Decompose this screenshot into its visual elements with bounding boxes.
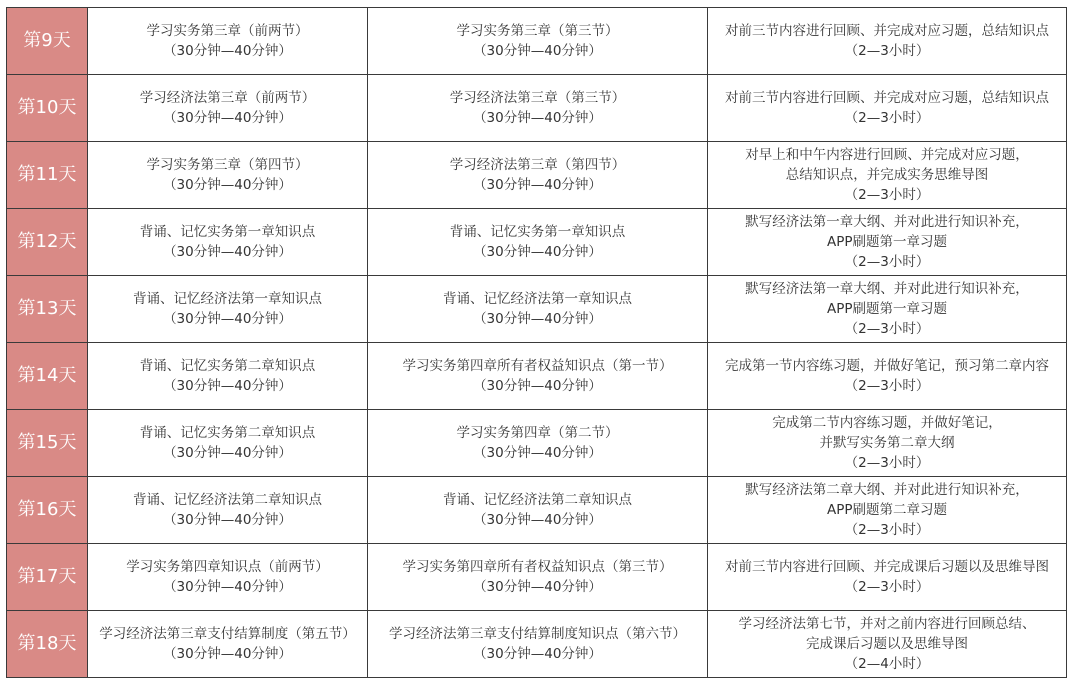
evening-task-cell xyxy=(708,209,1067,276)
table-row xyxy=(7,477,1067,544)
evening-task-cell xyxy=(708,477,1067,544)
task-line: （2—3小时） xyxy=(844,579,930,595)
task-duration: （30分钟—40分钟） xyxy=(163,646,292,662)
day-cell: 第17天 xyxy=(7,544,88,611)
evening-task-cell xyxy=(708,75,1067,142)
task-duration: （30分钟—40分钟） xyxy=(163,311,292,327)
task-line: 对早上和中午内容进行回顾、并完成对应习题， xyxy=(745,147,1029,163)
noon-task-cell xyxy=(368,142,708,209)
morning-task-cell xyxy=(88,276,368,343)
task-line: 背诵、记忆经济法第一章知识点 xyxy=(133,291,322,307)
task-line: 学习实务第四章所有者权益知识点（第三节） xyxy=(402,559,673,575)
table-row xyxy=(7,142,1067,209)
task-line: 背诵、记忆实务第一章知识点 xyxy=(139,224,316,240)
table-row xyxy=(7,544,1067,611)
task-duration: （30分钟—40分钟） xyxy=(163,445,292,461)
day-cell: 第14天 xyxy=(7,343,88,410)
task-duration: （30分钟—40分钟） xyxy=(163,177,292,193)
task-line: APP刷题第二章习题 xyxy=(826,502,948,518)
evening-task-cell xyxy=(708,611,1067,678)
day-cell: 第10天 xyxy=(7,75,88,142)
task-duration: （30分钟—40分钟） xyxy=(163,110,292,126)
task-line: （2—3小时） xyxy=(844,321,930,337)
day-cell: 第11天 xyxy=(7,142,88,209)
table-row xyxy=(7,410,1067,477)
day-cell: 第13天 xyxy=(7,276,88,343)
task-line: 对前三节内容进行回顾、并完成对应习题，总结知识点 xyxy=(725,90,1049,106)
task-line: （2—4小时） xyxy=(844,656,930,672)
noon-task-cell xyxy=(368,544,708,611)
morning-task-cell xyxy=(88,8,368,75)
task-duration: （30分钟—40分钟） xyxy=(163,43,292,59)
task-line: 学习经济法第三章（第三节） xyxy=(449,90,626,106)
task-line: 背诵、记忆经济法第一章知识点 xyxy=(443,291,632,307)
task-line: 总结知识点，并完成实务思维导图 xyxy=(785,167,989,183)
day-cell: 第12天 xyxy=(7,209,88,276)
task-line: 学习经济法第三章支付结算制度知识点（第六节） xyxy=(389,626,686,642)
task-line: 学习实务第三章（第三节） xyxy=(456,23,619,39)
task-line: 默写经济法第二章大纲、并对此进行知识补充， xyxy=(745,482,1029,498)
task-line: （2—3小时） xyxy=(844,43,930,59)
task-line: 背诵、记忆经济法第二章知识点 xyxy=(133,492,322,508)
task-line: （2—3小时） xyxy=(844,187,930,203)
noon-task-cell xyxy=(368,75,708,142)
day-cell: 第18天 xyxy=(7,611,88,678)
task-line: （2—3小时） xyxy=(844,254,930,270)
task-line: 默写经济法第一章大纲、并对此进行知识补充， xyxy=(745,281,1029,297)
evening-task-cell xyxy=(708,142,1067,209)
task-line: APP刷题第一章习题 xyxy=(826,234,948,250)
task-duration: （30分钟—40分钟） xyxy=(473,646,602,662)
task-line: 背诵、记忆实务第二章知识点 xyxy=(139,425,316,441)
morning-task-cell xyxy=(88,477,368,544)
task-duration: （30分钟—40分钟） xyxy=(163,579,292,595)
task-duration: （30分钟—40分钟） xyxy=(473,579,602,595)
task-line: 学习实务第四章知识点（前两节） xyxy=(126,559,329,575)
day-cell: 第9天 xyxy=(7,8,88,75)
task-line: （2—3小时） xyxy=(844,378,930,394)
task-line: 对前三节内容进行回顾、并完成对应习题，总结知识点 xyxy=(725,23,1049,39)
task-duration: （30分钟—40分钟） xyxy=(163,244,292,260)
noon-task-cell xyxy=(368,209,708,276)
noon-task-cell xyxy=(368,611,708,678)
task-line: （2—3小时） xyxy=(844,110,930,126)
task-duration: （30分钟—40分钟） xyxy=(473,445,602,461)
task-line: 学习经济法第三章支付结算制度（第五节） xyxy=(99,626,356,642)
task-line: APP刷题第一章习题 xyxy=(826,301,948,317)
task-line: 学习经济法第七节，并对之前内容进行回顾总结、 xyxy=(738,616,1036,632)
task-line: 背诵、记忆实务第一章知识点 xyxy=(449,224,626,240)
noon-task-cell xyxy=(368,343,708,410)
task-duration: （30分钟—40分钟） xyxy=(473,244,602,260)
task-line: 学习经济法第三章（前两节） xyxy=(139,90,316,106)
task-duration: （30分钟—40分钟） xyxy=(473,110,602,126)
evening-task-cell xyxy=(708,410,1067,477)
task-line: 对前三节内容进行回顾、并完成课后习题以及思维导图 xyxy=(725,559,1049,575)
morning-task-cell xyxy=(88,209,368,276)
task-line: 学习经济法第三章（第四节） xyxy=(449,157,626,173)
table-row xyxy=(7,209,1067,276)
evening-task-cell xyxy=(708,544,1067,611)
task-line: 完成第二节内容练习题，并做好笔记， xyxy=(772,415,1002,431)
task-duration: （30分钟—40分钟） xyxy=(473,378,602,394)
noon-task-cell xyxy=(368,410,708,477)
task-line: 背诵、记忆经济法第二章知识点 xyxy=(443,492,632,508)
morning-task-cell xyxy=(88,142,368,209)
study-schedule-table xyxy=(6,7,1067,678)
task-line: 学习实务第三章（前两节） xyxy=(146,23,309,39)
task-duration: （30分钟—40分钟） xyxy=(473,43,602,59)
morning-task-cell xyxy=(88,343,368,410)
table-row xyxy=(7,75,1067,142)
task-line: 学习实务第三章（第四节） xyxy=(146,157,309,173)
task-line: 完成课后习题以及思维导图 xyxy=(806,636,968,652)
task-duration: （30分钟—40分钟） xyxy=(163,512,292,528)
table-row xyxy=(7,8,1067,75)
day-cell: 第15天 xyxy=(7,410,88,477)
noon-task-cell xyxy=(368,8,708,75)
day-cell: 第16天 xyxy=(7,477,88,544)
morning-task-cell xyxy=(88,544,368,611)
task-duration: （30分钟—40分钟） xyxy=(473,512,602,528)
morning-task-cell xyxy=(88,75,368,142)
task-line: 学习实务第四章所有者权益知识点（第一节） xyxy=(402,358,673,374)
morning-task-cell xyxy=(88,611,368,678)
task-line: （2—3小时） xyxy=(844,522,930,538)
evening-task-cell xyxy=(708,343,1067,410)
morning-task-cell xyxy=(88,410,368,477)
noon-task-cell xyxy=(368,477,708,544)
task-line: 默写经济法第一章大纲、并对此进行知识补充， xyxy=(745,214,1029,230)
evening-task-cell xyxy=(708,8,1067,75)
task-duration: （30分钟—40分钟） xyxy=(163,378,292,394)
noon-task-cell xyxy=(368,276,708,343)
task-line: （2—3小时） xyxy=(844,455,930,471)
evening-task-cell xyxy=(708,276,1067,343)
table-row xyxy=(7,276,1067,343)
task-duration: （30分钟—40分钟） xyxy=(473,177,602,193)
task-line: 完成第一节内容练习题，并做好笔记，预习第二章内容 xyxy=(725,358,1049,374)
table-row xyxy=(7,611,1067,678)
task-line: 并默写实务第二章大纲 xyxy=(819,435,955,451)
task-line: 学习实务第四章（第二节） xyxy=(456,425,619,441)
task-line: 背诵、记忆实务第二章知识点 xyxy=(139,358,316,374)
table-row xyxy=(7,343,1067,410)
task-duration: （30分钟—40分钟） xyxy=(473,311,602,327)
